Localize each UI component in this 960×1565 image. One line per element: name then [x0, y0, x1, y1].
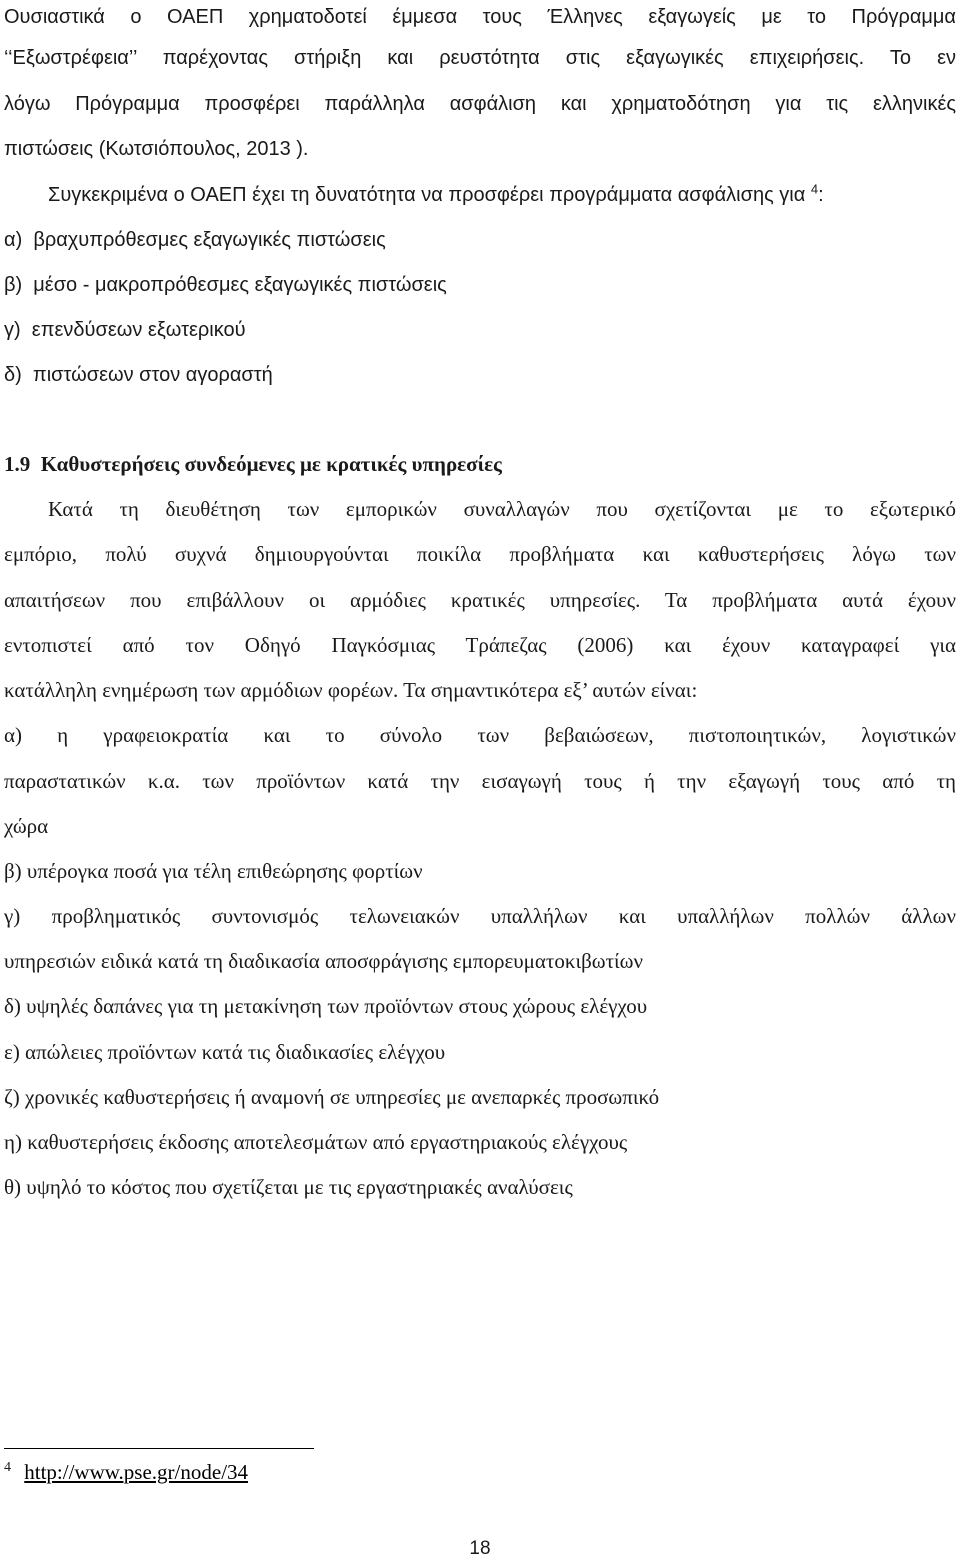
- section-heading: 1.9 Καθυστερήσεις συνδεόμενες με κρατικές υπηρεσίες: [4, 452, 502, 476]
- body-line: δ) υψηλές δαπάνες για τη μετακίνηση των προϊόντων στους χώρους ελέγχου: [4, 994, 648, 1018]
- footnote: [4, 1458, 248, 1486]
- intro-text: Συγκεκριμένα ο ΟΑΕΠ έχει τη δυνατότητα να προσφέρει προγράμματα ασφάλισης για: [48, 184, 806, 206]
- list-item: β) μέσο - μακροπρόθεσμες εξαγωγικές πιστώσεις: [4, 274, 447, 296]
- footnote-link[interactable]: http://www.pse.gr/node/34: [24, 1460, 249, 1484]
- body-line: γ) προβληματικός συντονισμός τελωνειακών υπαλλήλων και υπαλλήλων πολλών άλλων: [4, 904, 956, 928]
- list-item: γ) επενδύσεων εξωτερικού: [4, 319, 246, 341]
- intro-colon: :: [818, 184, 824, 206]
- body-line: υπηρεσιών ειδικά κατά τη διαδικασία αποσφράγισης εμπορευματοκιβωτίων: [4, 949, 644, 973]
- body-line: θ) υψηλό το κόστος που σχετίζεται με τις εργαστηριακές αναλύσεις: [4, 1175, 573, 1199]
- body-line: η) καθυστερήσεις έκδοσης αποτελεσμάτων από εργαστηριακούς ελέγχους: [4, 1130, 628, 1154]
- paragraph-line: ‘‘Εξωστρέφεια’’ παρέχοντας στήριξη και ρευστότητα στις εξαγωγικές επιχειρήσεις. Το εν: [4, 47, 956, 69]
- body-line: ε) απώλειες προϊόντων κατά τις διαδικασίες ελέγχου: [4, 1040, 446, 1064]
- body-line: χώρα: [4, 814, 49, 838]
- footnote-separator: [4, 1448, 314, 1449]
- body-line: εντοπιστεί από τον Οδηγό Παγκόσμιας Τράπεζας (2006) και έχουν καταγραφεί για: [4, 633, 956, 657]
- paragraph-line: λόγω Πρόγραμμα προσφέρει παράλληλα ασφάλιση και χρηματοδότηση για τις ελληνικές: [4, 93, 956, 115]
- list-item: α) βραχυπρόθεσμες εξαγωγικές πιστώσεις: [4, 229, 386, 251]
- list-item: δ) πιστώσεων στον αγοραστή: [4, 364, 273, 386]
- paragraph-intro: [48, 181, 824, 209]
- page-number: 18: [469, 1538, 491, 1559]
- body-line: εμπόριο, πολύ συχνά δημιουργούνται ποικίλα προβλήματα και καθυστερήσεις λόγω των: [4, 542, 956, 566]
- body-line: απαιτήσεων που επιβάλλουν οι αρμόδιες κρατικές υπηρεσίες. Τα προβλήματα αυτά έχουν: [4, 588, 956, 612]
- body-line: β) υπέρογκα ποσά για τέλη επιθεώρησης φορτίων: [4, 859, 423, 883]
- footnote-number: 4: [4, 1460, 11, 1475]
- body-line: Κατά τη διευθέτηση των εμπορικών συναλλαγών που σχετίζονται με το εξωτερικό: [48, 497, 956, 521]
- body-line: α) η γραφειοκρατία και το σύνολο των βεβαιώσεων, πιστοποιητικών, λογιστικών: [4, 723, 956, 747]
- paragraph-line: Ουσιαστικά ο ΟΑΕΠ χρηματοδοτεί έμμεσα τους Έλληνες εξαγωγείς με το Πρόγραμμα: [4, 6, 956, 28]
- footnote-reference[interactable]: 4: [810, 181, 819, 197]
- body-line: ζ) χρονικές καθυστερήσεις ή αναμονή σε υπηρεσίες με ανεπαρκές προσωπικό: [4, 1085, 660, 1109]
- body-line: παραστατικών κ.α. των προϊόντων κατά την εισαγωγή τους ή την εξαγωγή τους από τη: [4, 769, 956, 793]
- body-line: κατάλληλη ενημέρωση των αρμόδιων φορέων. Τα σημαντικότερα εξ’ αυτών είναι:: [4, 678, 698, 702]
- paragraph-line: πιστώσεις (Κωτσιόπουλος, 2013 ).: [4, 138, 309, 160]
